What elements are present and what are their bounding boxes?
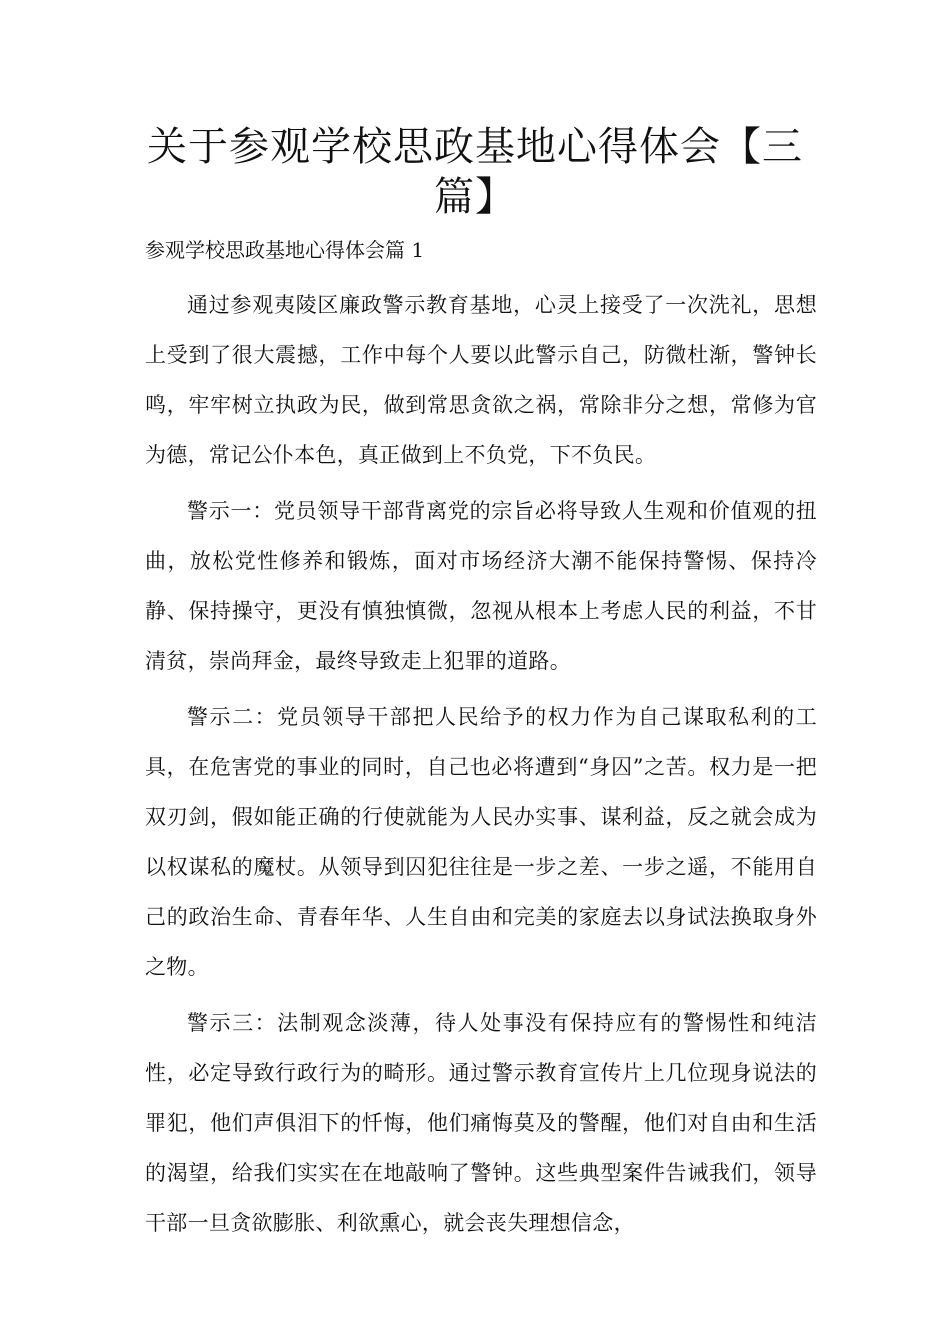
document-title: 关于参观学校思政基地心得体会【三篇】 [147, 124, 803, 220]
document-body [145, 280, 817, 1254]
paragraph-warning-1: 警示一：党员领导干部背离党的宗旨必将导致人生观和价值观的扭曲，放松党性修养和锻炼，面对市场经济大潮不能保持警惕、保持冷静、保持操守，更没有慎独慎微，忽视从根本上考虑人民的利益，不甘清贫，崇尚拜金，最终导致走上犯罪的道路。 [145, 499, 817, 673]
section-heading: 参观学校思政基地心得体会篇 1 [145, 238, 425, 262]
paragraph-intro: 通过参观夷陵区廉政警示教育基地，心灵上接受了一次洗礼，思想上受到了很大震撼，工作中每个人要以此警示自己，防微杜渐，警钟长鸣，牢牢树立执政为民，做到常思贪欲之祸，常除非分之想，常修为官为德，常记公仆本色，真正做到上不负党，下不负民。 [145, 293, 817, 467]
paragraph-warning-3: 警示三：法制观念淡薄，待人处事没有保持应有的警惕性和纯洁性，必定导致行政行为的畸形。通过警示教育宣传片上几位现身说法的罪犯，他们声俱泪下的忏悔，他们痛悔莫及的警醒，他们对自由和生活的渴望，给我们实实在在地敲响了警钟。这些典型案件告诫我们，领导干部一旦贪欲膨胀、利欲熏心，就会丧失理想信念， [145, 1011, 817, 1235]
paragraph-warning-2: 警示二：党员领导干部把人民给予的权力作为自己谋取私利的工具，在危害党的事业的同时，自己也必将遭到“身囚”之苦。权力是一把双刃剑，假如能正确的行使就能为人民办实事、谋利益，反之就会成为以权谋私的魔杖。从领导到囚犯往往是一步之差、一步之遥，不能用自己的政治生命、青春年华、人生自由和完美的家庭去以身试法换取身外之物。 [145, 705, 817, 979]
